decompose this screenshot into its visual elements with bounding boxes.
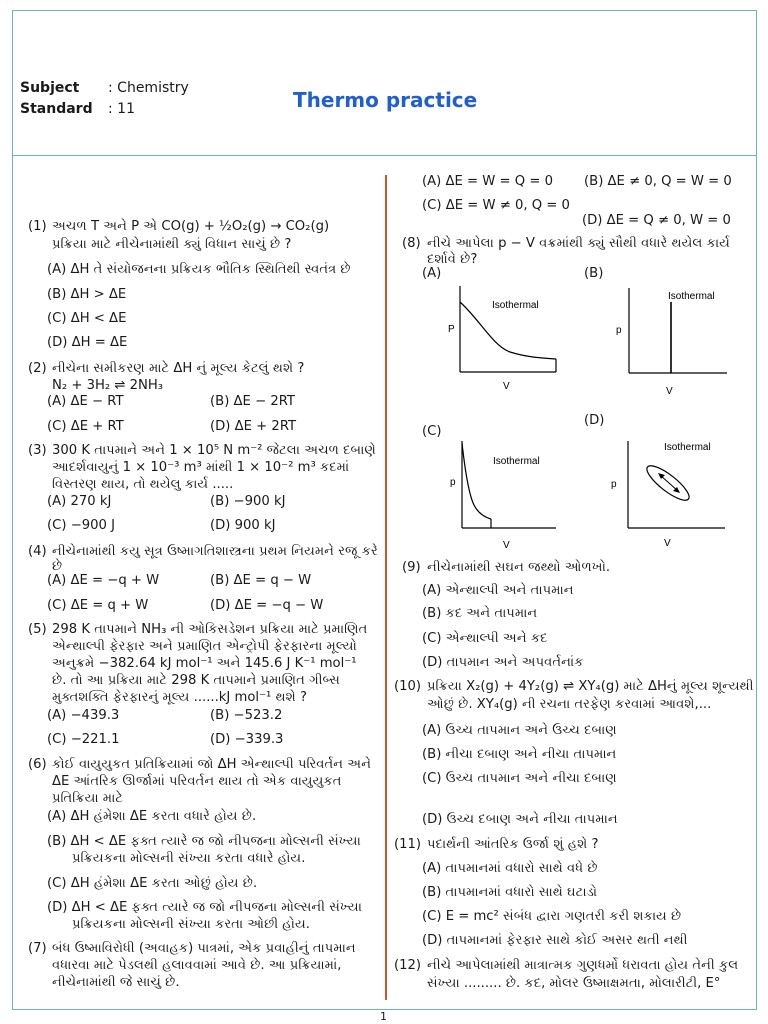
question-7-line-3: નીચેનામાંથી જે સાચું છે. bbox=[52, 975, 180, 990]
question-6-option-b: (B) ΔH < ΔE ફક્ત ત્યારે જ જો નીપજના મોલ્સની સંખ્યા bbox=[47, 834, 361, 849]
graph-b-v-label: V bbox=[666, 386, 673, 397]
question-1-option-c: (C) ΔH < ΔE bbox=[47, 311, 127, 326]
graph-b-p-label: p bbox=[616, 325, 622, 336]
question-8-option-d: (D) bbox=[584, 413, 605, 428]
question-3-option-d: (D) 900 kJ bbox=[210, 518, 276, 533]
question-7-line-1: બંધ ઉષ્માવિરોધી (અવાહક) પાત્રમાં, એક પ્રવાહીનું તાપમાન bbox=[52, 941, 356, 956]
graph-a-p-label: P bbox=[448, 324, 455, 335]
question-12-line-2: સંખ્યા ......... છે. કદ, મોલર ઉષ્માક્ષમતા, મોલારીટી, E° bbox=[427, 976, 721, 991]
question-9-option-a: (A) એન્થાલ્પી અને તાપમાન bbox=[422, 583, 574, 598]
question-10-num: (10) bbox=[394, 679, 422, 694]
question-10-option-b: (B) નીચા દબાણ અને નીચા તાપમાન bbox=[422, 747, 617, 762]
question-10-option-c: (C) ઉચ્ચ તાપમાન અને નીચા દબાણ bbox=[422, 771, 617, 786]
question-7-option-d: (D) ΔE = Q ≠ 0, W = 0 bbox=[582, 213, 731, 228]
question-3-line-2: આદર્શવાયુનું 1 × 10⁻³ m³ માંથી 1 × 10⁻² m³ કદમાં bbox=[52, 460, 350, 475]
graph-c-v-label: V bbox=[503, 540, 510, 550]
graph-c bbox=[448, 435, 560, 550]
question-5-num: (5) bbox=[28, 622, 47, 637]
question-4-option-d: (D) ΔE = −q − W bbox=[210, 598, 324, 613]
question-10-option-a: (A) ઉચ્ચ તાપમાન અને ઉચ્ચ દબાણ bbox=[422, 723, 617, 738]
question-5-line-3: અનુક્રમે −382.64 kJ mol⁻¹ અને 145.6 J K⁻¹ mol⁻¹ bbox=[52, 656, 357, 671]
question-10-option-d: (D) ઉચ્ચ દબાણ અને નીચા તાપમાન bbox=[422, 812, 618, 827]
question-3-option-b: (B) −900 kJ bbox=[210, 494, 286, 509]
question-3-line-3: વિસ્તરણ થાય, તો થયેલુ કાર્ય ..... bbox=[52, 477, 234, 492]
question-3-line-1: 300 K તાપમાને અને 1 × 10⁵ N m⁻² જેટલા અચળ દબાણે bbox=[52, 443, 376, 458]
question-7-option-a: (A) ΔE = W = Q = 0 bbox=[422, 174, 553, 189]
question-1-line-1: અચળ T અને P એ CO(g) + ½O₂(g) → CO₂(g) bbox=[52, 219, 330, 234]
header-separator bbox=[12, 155, 757, 156]
question-6-option-d: (D) ΔH < ΔE ફક્ત ત્યારે જ જો નીપજના મોલ્સની સંખ્યા bbox=[47, 900, 362, 915]
graph-d-isothermal-label: Isothermal bbox=[664, 442, 711, 453]
question-6-line-2: ΔE આંતરિક ઊર્જામાં પરિવર્તન થાય તો એક વાયુયુકત bbox=[52, 774, 342, 789]
question-4-num: (4) bbox=[28, 544, 47, 559]
question-1-option-a: (A) ΔH તે સંયોજનના પ્રક્રિયક ભૌતિક સ્થિતિથી સ્વતંત્ર છે bbox=[47, 262, 351, 277]
question-2-option-c: (C) ΔE + RT bbox=[47, 419, 124, 434]
question-11-line-1: પદાર્થની આંતરિક ઉર્જા શું હશે ? bbox=[427, 837, 599, 852]
graph-d bbox=[610, 435, 730, 550]
question-5-option-a: (A) −439.3 bbox=[47, 708, 120, 723]
question-11-option-c: (C) E = mc² સંબંધ દ્વારા ગણતરી કરી શકાય છે bbox=[422, 909, 682, 924]
standard-value: : 11 bbox=[108, 101, 135, 117]
question-6-option-c: (C) ΔH હંમેશા ΔE કરતા ઓછું હોય છે. bbox=[47, 876, 258, 891]
page-title: Thermo practice bbox=[293, 88, 478, 112]
subject-value: : Chemistry bbox=[108, 80, 189, 96]
question-8-option-c: (C) bbox=[422, 424, 442, 439]
question-5-line-2: એન્થાલ્પી ફેરફાર અને પ્રમાણિત એન્ટ્રોપી ફેરફારના મૂલ્યો bbox=[52, 639, 357, 654]
question-1-option-d: (D) ΔH = ΔE bbox=[47, 335, 128, 350]
graph-c-p-label: p bbox=[450, 477, 456, 488]
question-8-option-a: (A) bbox=[422, 266, 442, 281]
question-7-option-b: (B) ΔE ≠ 0, Q = W = 0 bbox=[584, 174, 732, 189]
question-6-num: (6) bbox=[28, 757, 47, 772]
graph-b-isothermal-label: Isothermal bbox=[668, 291, 715, 302]
question-7-option-c: (C) ΔE = W ≠ 0, Q = 0 bbox=[422, 198, 570, 213]
page-number: 1 bbox=[380, 1010, 387, 1023]
question-11-num: (11) bbox=[394, 837, 422, 852]
question-7-line-2: વધારવા માટે પેડલથી હલાવવામાં આવે છે. આ પ્રક્રિયામાં, bbox=[52, 958, 342, 973]
question-5-line-5: મુક્તશક્તિ ફેરફારનું મૂલ્ય ......kJ mol⁻¹ થશે ? bbox=[52, 690, 307, 705]
question-9-option-d: (D) તાપમાન અને અપવર્તનાંક bbox=[422, 655, 584, 670]
graph-d-p-label: p bbox=[611, 479, 617, 490]
question-2-line-1: નીચેના સમીકરણ માટે ΔH નું મૂલ્ય કેટલું થશે ? bbox=[52, 361, 305, 376]
question-1-line-2: પ્રક્રિયા માટે નીચેનામાંથી ક્યું વિધાન સાચું છે ? bbox=[52, 237, 292, 252]
column-separator bbox=[385, 175, 387, 1000]
question-3-option-a: (A) 270 kJ bbox=[47, 494, 112, 509]
question-11-option-b: (B) તાપમાનમાં વધારો સાથે ઘટાડો bbox=[422, 885, 598, 900]
question-3-num: (3) bbox=[28, 443, 47, 458]
question-9-num: (9) bbox=[402, 560, 421, 575]
question-6-line-3: પ્રતિક્રિયા માટે bbox=[52, 791, 124, 806]
question-5-option-b: (B) −523.2 bbox=[210, 708, 283, 723]
question-6-option-a: (A) ΔH હંમેશા ΔE કરતા વધારે હોય છે. bbox=[47, 809, 257, 824]
question-2-option-d: (D) ΔE + 2RT bbox=[210, 419, 297, 434]
question-12-num: (12) bbox=[394, 958, 422, 973]
question-5-option-d: (D) −339.3 bbox=[210, 732, 284, 747]
question-10-line-1: પ્રક્રિયા X₂(g) + 4Y₂(g) ⇌ XY₄(g) માટે ΔHનું મૂલ્ય શૂન્યથી bbox=[427, 679, 754, 694]
standard-label: Standard bbox=[20, 101, 93, 117]
question-2-line-2: N₂ + 3H₂ ⇌ 2NH₃ bbox=[52, 378, 164, 393]
subject-label: Subject bbox=[20, 80, 80, 96]
graph-a-isothermal-label: Isothermal bbox=[492, 300, 539, 311]
question-2-num: (2) bbox=[28, 361, 47, 376]
graph-b bbox=[612, 285, 732, 400]
question-3-option-c: (C) −900 J bbox=[47, 518, 115, 533]
question-9-option-b: (B) કદ અને તાપમાન bbox=[422, 606, 538, 621]
question-8-num: (8) bbox=[402, 236, 421, 251]
graph-a bbox=[448, 280, 560, 395]
question-8-line-2: દર્શાવે છે? bbox=[427, 252, 478, 267]
question-5-option-c: (C) −221.1 bbox=[47, 732, 120, 747]
question-11-option-d: (D) તાપમાનમાં ફેરફાર સાથે કોઈ અસર થતી નથી bbox=[422, 933, 688, 948]
question-4-line-1: નીચેનામાંથી કયુ સૂત્ર ઉષ્માગતિશાસ્ત્રના પ્રથમ નિયમને રજૂ કરે bbox=[52, 544, 378, 559]
question-10-line-2: ઓછું છે. XY₄(g) ની રચના તરફેણ કરવામાં આવશે,... bbox=[427, 697, 712, 712]
question-1-option-b: (B) ΔH > ΔE bbox=[47, 287, 127, 302]
graph-d-v-label: V bbox=[664, 538, 671, 549]
question-5-line-1: 298 K તાપમાને NH₃ ની ઓકિસડેશન પ્રક્રિયા માટે પ્રમાણિત bbox=[52, 622, 368, 637]
question-4-option-b: (B) ΔE = q − W bbox=[210, 573, 312, 588]
question-9-line-1: નીચેનામાંથી સઘન જથ્થો ઓળખો. bbox=[427, 560, 611, 575]
graph-a-v-label: V bbox=[503, 381, 510, 392]
question-2-option-b: (B) ΔE − 2RT bbox=[210, 394, 295, 409]
question-6-option-b-cont: પ્રક્રિયકના મોલ્સની સંખ્યા કરતા વધારે હોય. bbox=[72, 851, 306, 866]
question-4-line-2: છે bbox=[52, 559, 63, 574]
question-12-line-1: નીચે આપેલામાંથી માત્રાત્મક ગુણધર્મો ધરાવતા હોય તેની કુલ bbox=[427, 958, 739, 973]
question-7-num: (7) bbox=[28, 941, 47, 956]
question-11-option-a: (A) તાપમાનમાં વધારો સાથે વધે છે bbox=[422, 861, 598, 876]
question-1-num: (1) bbox=[28, 219, 47, 234]
question-2-option-a: (A) ΔE − RT bbox=[47, 394, 124, 409]
question-6-option-d-cont: પ્રક્રિયકના મોલ્સની સંખ્યા કરતા ઓછી હોય. bbox=[72, 917, 310, 932]
question-9-option-c: (C) એન્થાલ્પી અને કદ bbox=[422, 631, 548, 646]
question-8-option-b: (B) bbox=[584, 266, 604, 281]
question-6-line-1: કોઈ વાયુયુકત પ્રતિક્રિયામાં જો ΔH એન્થાલ્પી પરિવર્તન અને bbox=[52, 757, 372, 772]
question-5-line-4: છે. તો આ પ્રક્રિયા માટે 298 K તાપમાને પ્રમાણિત ગીબ્સ bbox=[52, 673, 340, 688]
graph-c-isothermal-label: Isothermal bbox=[493, 456, 540, 467]
question-4-option-c: (C) ΔE = q + W bbox=[47, 598, 149, 613]
question-8-line-1: નીચે આપેલા p − V વક્રમાંથી ક્યું સૌથી વધારે થયેલ કાર્ય bbox=[427, 236, 730, 251]
question-4-option-a: (A) ΔE = −q + W bbox=[47, 573, 160, 588]
